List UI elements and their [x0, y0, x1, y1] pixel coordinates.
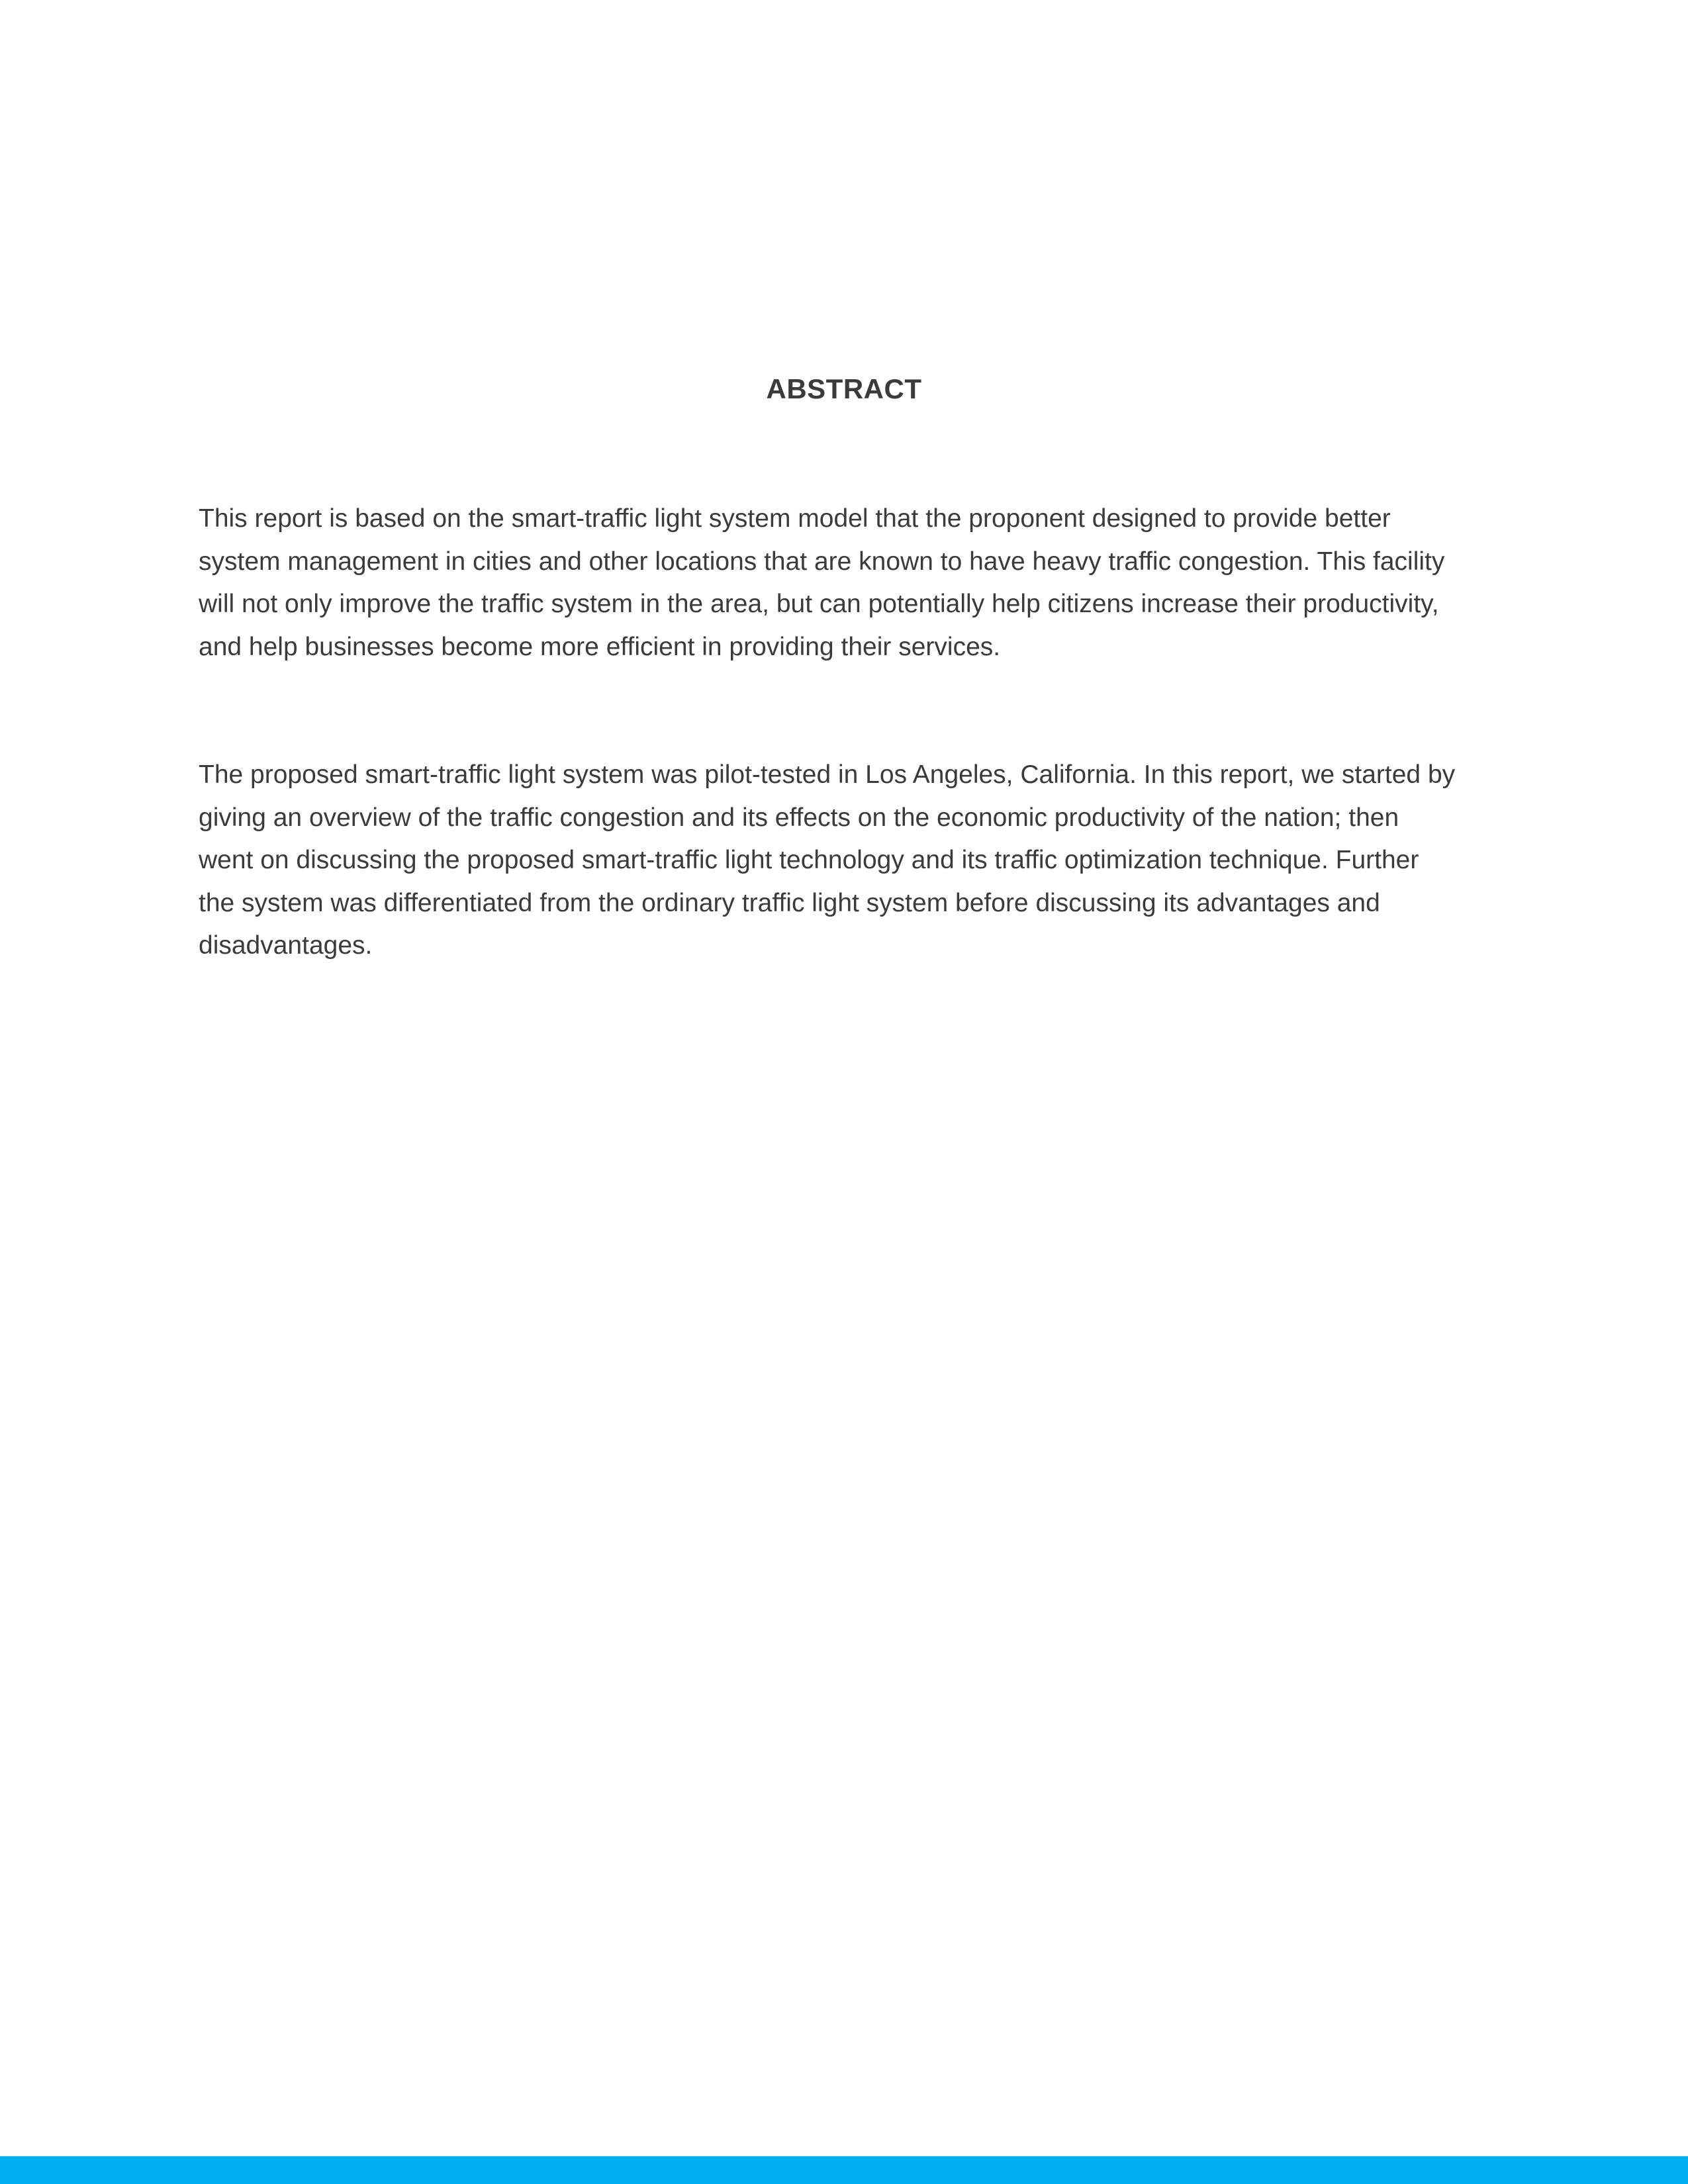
abstract-paragraph-2: The proposed smart-traffic light system was pilot-tested in Los Angeles, California. In this report, we started by giving an overview of the traffic congestion and its effects on the economic productivity of the nation; then went on discussing the proposed smart-traffic light technology and its traffic optimization technique. Further the system was differentiated from the ordinary traffic light system before discussing its advantages and disadvantages.	[199, 760, 1456, 960]
abstract-paragraph-1: This report is based on the smart-traffic light system model that the proponent designed to provide better system management in cities and other locations that are known to have heavy traffic congestion. This facility will not only improve the traffic system in the area, but can potentially help citizens increase their productivity, and help businesses become more efficient in providing their services.	[199, 504, 1445, 661]
page-title: ABSTRACT	[766, 373, 922, 404]
footer-accent-bar	[0, 2156, 1688, 2184]
